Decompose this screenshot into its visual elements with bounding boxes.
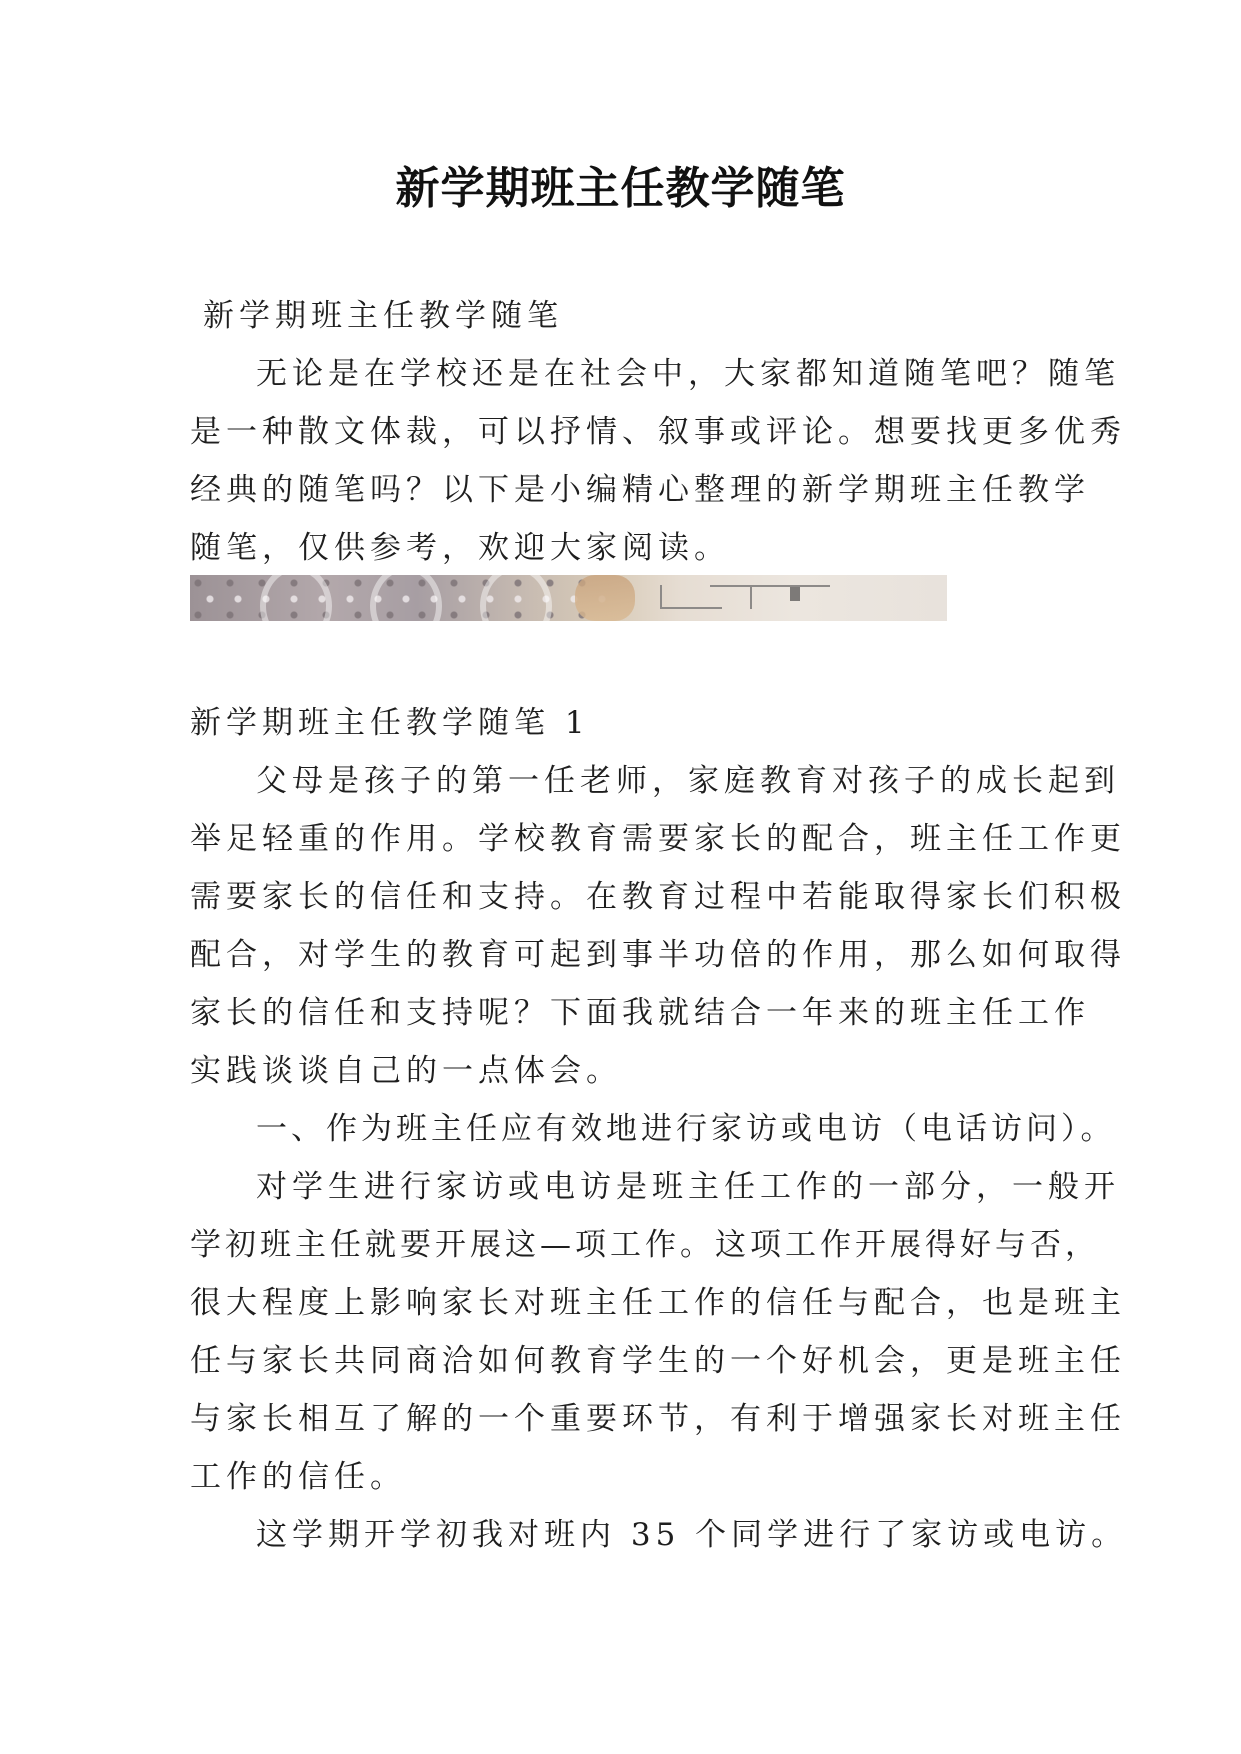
document-title: 新学期班主任教学随笔 xyxy=(395,163,846,214)
paragraph-line: 随笔，仅供参考，欢迎大家阅读。 xyxy=(190,530,730,566)
paragraph-line: 父母是孩子的第一任老师，家庭教育对孩子的成长起到 xyxy=(256,763,1120,799)
fabric-fold xyxy=(260,575,332,621)
cropped-image-strip xyxy=(190,575,947,621)
paragraph-line: 家长的信任和支持呢？下面我就结合一年来的班主任工作 xyxy=(190,995,1090,1031)
subtitle-line: 新学期班主任教学随笔 xyxy=(203,298,563,334)
fabric-fold xyxy=(480,575,552,621)
paragraph-line: 任与家长共同商洽如何教育学生的一个好机会，更是班主任 xyxy=(190,1343,1126,1379)
paragraph-line: 是一种散文体裁，可以抒情、叙事或评论。想要找更多优秀 xyxy=(190,414,1126,450)
paragraph-line: 这学期开学初我对班内 35 个同学进行了家访或电访。 xyxy=(256,1517,1128,1553)
paragraph-line: 对学生进行家访或电访是班主任工作的一部分，一般开 xyxy=(256,1169,1120,1205)
paragraph-line: 工作的信任。 xyxy=(190,1459,406,1495)
wall-mark xyxy=(750,587,752,609)
paragraph-line: 需要家长的信任和支持。在教育过程中若能取得家长们积极 xyxy=(190,879,1126,915)
fabric-fold xyxy=(370,575,442,621)
wall-mark xyxy=(790,587,800,601)
wall-mark xyxy=(660,585,662,609)
paragraph-line: 无论是在学校还是在社会中，大家都知道随笔吧？随笔 xyxy=(256,356,1120,392)
subsection-heading: 一、作为班主任应有效地进行家访或电访（电话访问）。 xyxy=(256,1111,1116,1147)
paragraph-line: 很大程度上影响家长对班主任工作的信任与配合，也是班主 xyxy=(190,1285,1126,1321)
wall-mark xyxy=(710,585,830,587)
paragraph-line: 配合，对学生的教育可起到事半功倍的作用，那么如何取得 xyxy=(190,937,1126,973)
paragraph-line: 与家长相互了解的一个重要环节，有利于增强家长对班主任 xyxy=(190,1401,1126,1437)
paragraph-line: 经典的随笔吗？以下是小编精心整理的新学期班主任教学 xyxy=(190,472,1090,508)
section-heading: 新学期班主任教学随笔 1 xyxy=(190,705,590,741)
paragraph-line: 举足轻重的作用。学校教育需要家长的配合，班主任工作更 xyxy=(190,821,1126,857)
paragraph-line: 实践谈谈自己的一点体会。 xyxy=(190,1053,622,1089)
wall-mark xyxy=(662,607,722,609)
paragraph-line: 学初班主任就要开展这—项工作。这项工作开展得好与否， xyxy=(190,1227,1100,1263)
hand-shape xyxy=(575,575,635,621)
